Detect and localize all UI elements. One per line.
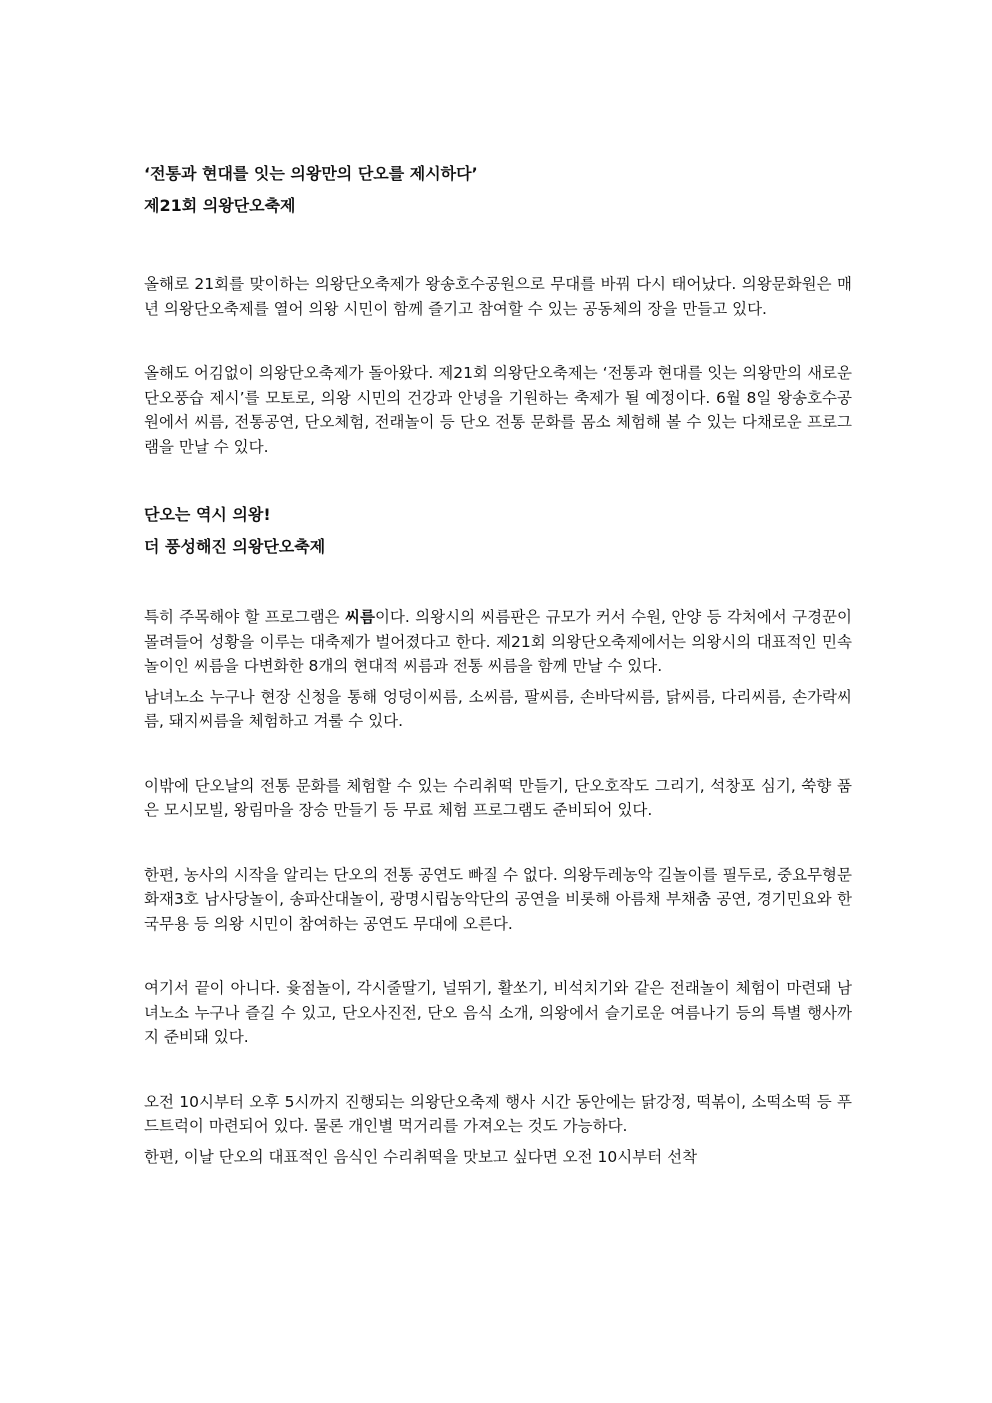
section-heading: 단오는 역시 의왕! <box>144 505 271 524</box>
paragraph-intro-2: 올해도 어김없이 의왕단오축제가 돌아왔다. 제21회 의왕단오축제는 ‘전통과 현대를 잇는 의왕만의 새로운 단오풍습 제시’를 모토로, 의왕 시민의 건강과 안녕을 기원하는 축제가 될 예정이다. 6월 8일 왕송호수공원에서 씨름, 전통공연, 단오체험, 전래놀이 등 단오 전통 문화를 몸소 체험해 볼 수 있는 다채로운 프로그램을 만날 수 있다. <box>144 364 852 456</box>
paragraph-ssireum-list: 남녀노소 누구나 현장 신청을 통해 엉덩이씨름, 소씨름, 팔씨름, 손바닥씨름, 닭씨름, 다리씨름, 손가락씨름, 돼지씨름을 체험하고 겨룰 수 있다. <box>144 687 852 730</box>
paragraph-performances: 한편, 농사의 시작을 알리는 단오의 전통 공연도 빠질 수 없다. 의왕두레농악 길놀이를 필두로, 중요무형문화재3호 남사당놀이, 송파산대놀이, 광명시립농악단의 공연을 비롯해 아름채 부채춤 공연, 경기민요와 한국무용 등 의왕 시민이 참여하는 공연도 무대에 오른다. <box>144 865 852 933</box>
paragraph-foodtrucks: 오전 10시부터 오후 5시까지 진행되는 의왕단오축제 행사 시간 동안에는 닭강정, 떡볶이, 소떡소떡 등 푸드트럭이 마련되어 있다. 물론 개인별 먹거리를 가져오는 것도 가능하다. <box>144 1092 852 1135</box>
headline-title: ‘전통과 현대를 잇는 의왕만의 단오를 제시하다’ <box>144 164 478 183</box>
paragraph-ssireum <box>144 605 852 679</box>
ssireum-text-after: 이다. 의왕시의 씨름판은 규모가 커서 수원, 안양 등 각처에서 구경꾼이 몰려들어 성황을 이루는 대축제가 벌어졌다고 한다. 제21회 의왕단오축제에서는 의왕시의 대표적인 민속놀이인 씨름을 다변화한 8개의 현대적 씨름과 전통 씨름을 함께 만날 수 있다. <box>144 608 852 675</box>
paragraph-intro-1: 올해로 21회를 맞이하는 의왕단오축제가 왕송호수공원으로 무대를 바꿔 다시 태어났다. 의왕문화원은 매년 의왕단오축제를 열어 의왕 시민이 함께 즐기고 참여할 수 있는 공동체의 장을 만들고 있다. <box>144 275 852 318</box>
article-body <box>144 158 852 1169</box>
ssireum-bold: 씨름 <box>345 608 375 626</box>
paragraph-last-line: 한편, 이날 단오의 대표적인 음식인 수리취떡을 맛보고 싶다면 오전 10시부터 선착 <box>144 1147 698 1166</box>
paragraph-events: 여기서 끝이 아니다. 윷점놀이, 각시줄딸기, 널뛰기, 활쏘기, 비석치기와 같은 전래놀이 체험이 마련돼 남녀노소 누구나 즐길 수 있고, 단오사진전, 단오 음식 소개, 의왕에서 슬기로운 여름나기 등의 특별 행사까지 준비돼 있다. <box>144 979 852 1046</box>
section-subheading: 더 풍성해진 의왕단오축제 <box>144 537 326 556</box>
ssireum-text-before: 특히 주목해야 할 프로그램은 <box>144 608 345 626</box>
paragraph-programs: 이밖에 단오날의 전통 문화를 체험할 수 있는 수리취떡 만들기, 단오호작도 그리기, 석창포 심기, 쑥향 품은 모시모빌, 왕림마을 장승 만들기 등 무료 체험 프로그램도 준비되어 있다. <box>144 776 852 819</box>
headline-subtitle: 제21회 의왕단오축제 <box>144 196 296 215</box>
